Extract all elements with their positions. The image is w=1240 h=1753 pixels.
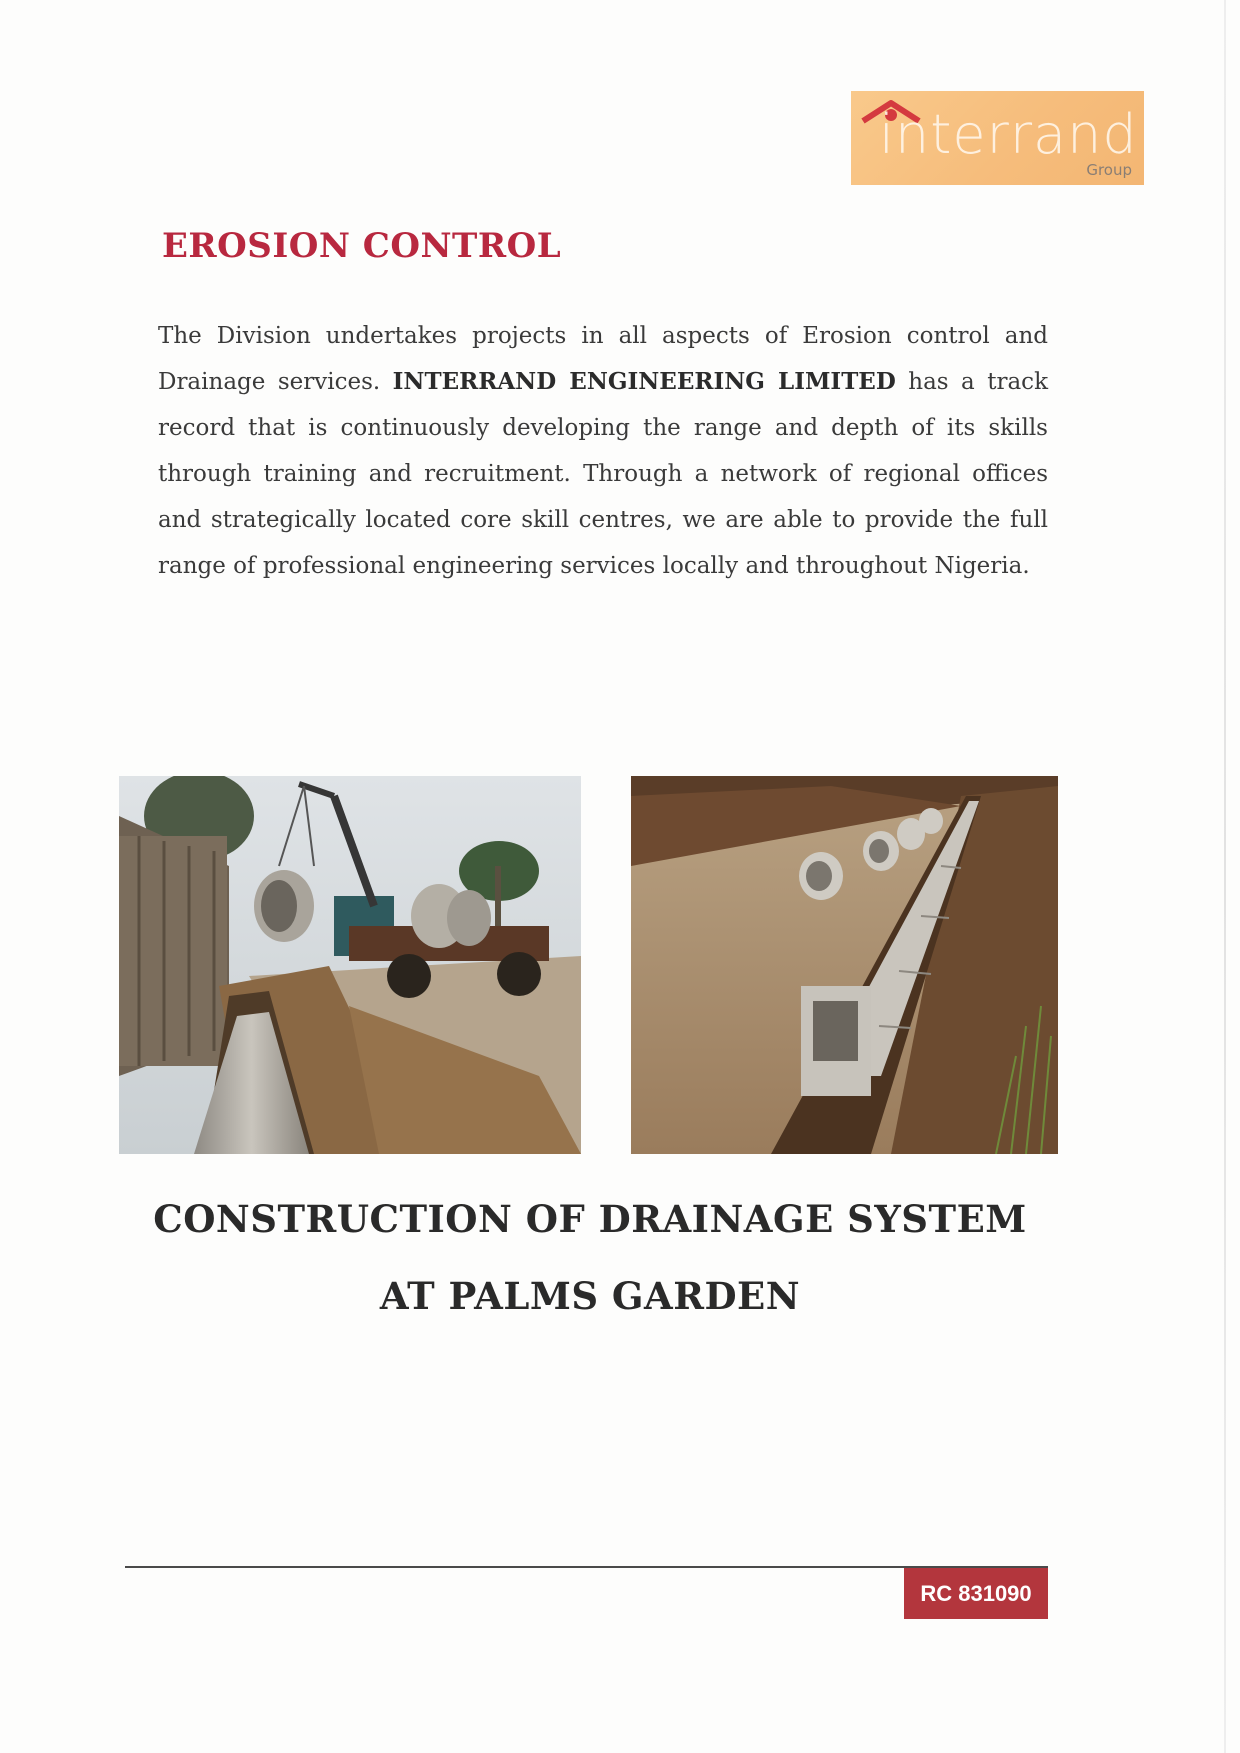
paragraph-intro: The Division undertakes projects in all aspects of Erosion control and Drainage services.: [158, 323, 1048, 395]
company-logo: [851, 91, 1144, 185]
body-paragraph: [158, 313, 1048, 589]
paragraph-body: has a track record that is continuously developing the range and depth of its skills through training and recruitment. Through a network of regional offices and strategically located core skill centres, we are able to provide the full range of professional engineering services locally and throughout Nigeria.: [158, 369, 1049, 579]
page-edge: [1224, 0, 1226, 1753]
logo-wordmark: interrand: [879, 103, 1138, 166]
logo-subtitle: Group: [1086, 161, 1132, 179]
section-title: EROSION CONTROL: [162, 226, 562, 266]
caption-line-1: CONSTRUCTION OF DRAINAGE SYSTEM: [153, 1197, 1027, 1241]
registration-badge: RC 831090: [904, 1568, 1048, 1619]
caption-line-2: AT PALMS GARDEN: [379, 1274, 801, 1318]
company-name: INTERRAND ENGINEERING LIMITED: [392, 368, 896, 395]
photo-drainage-channel: [631, 776, 1058, 1154]
photo-pipe-laying: [119, 776, 581, 1154]
